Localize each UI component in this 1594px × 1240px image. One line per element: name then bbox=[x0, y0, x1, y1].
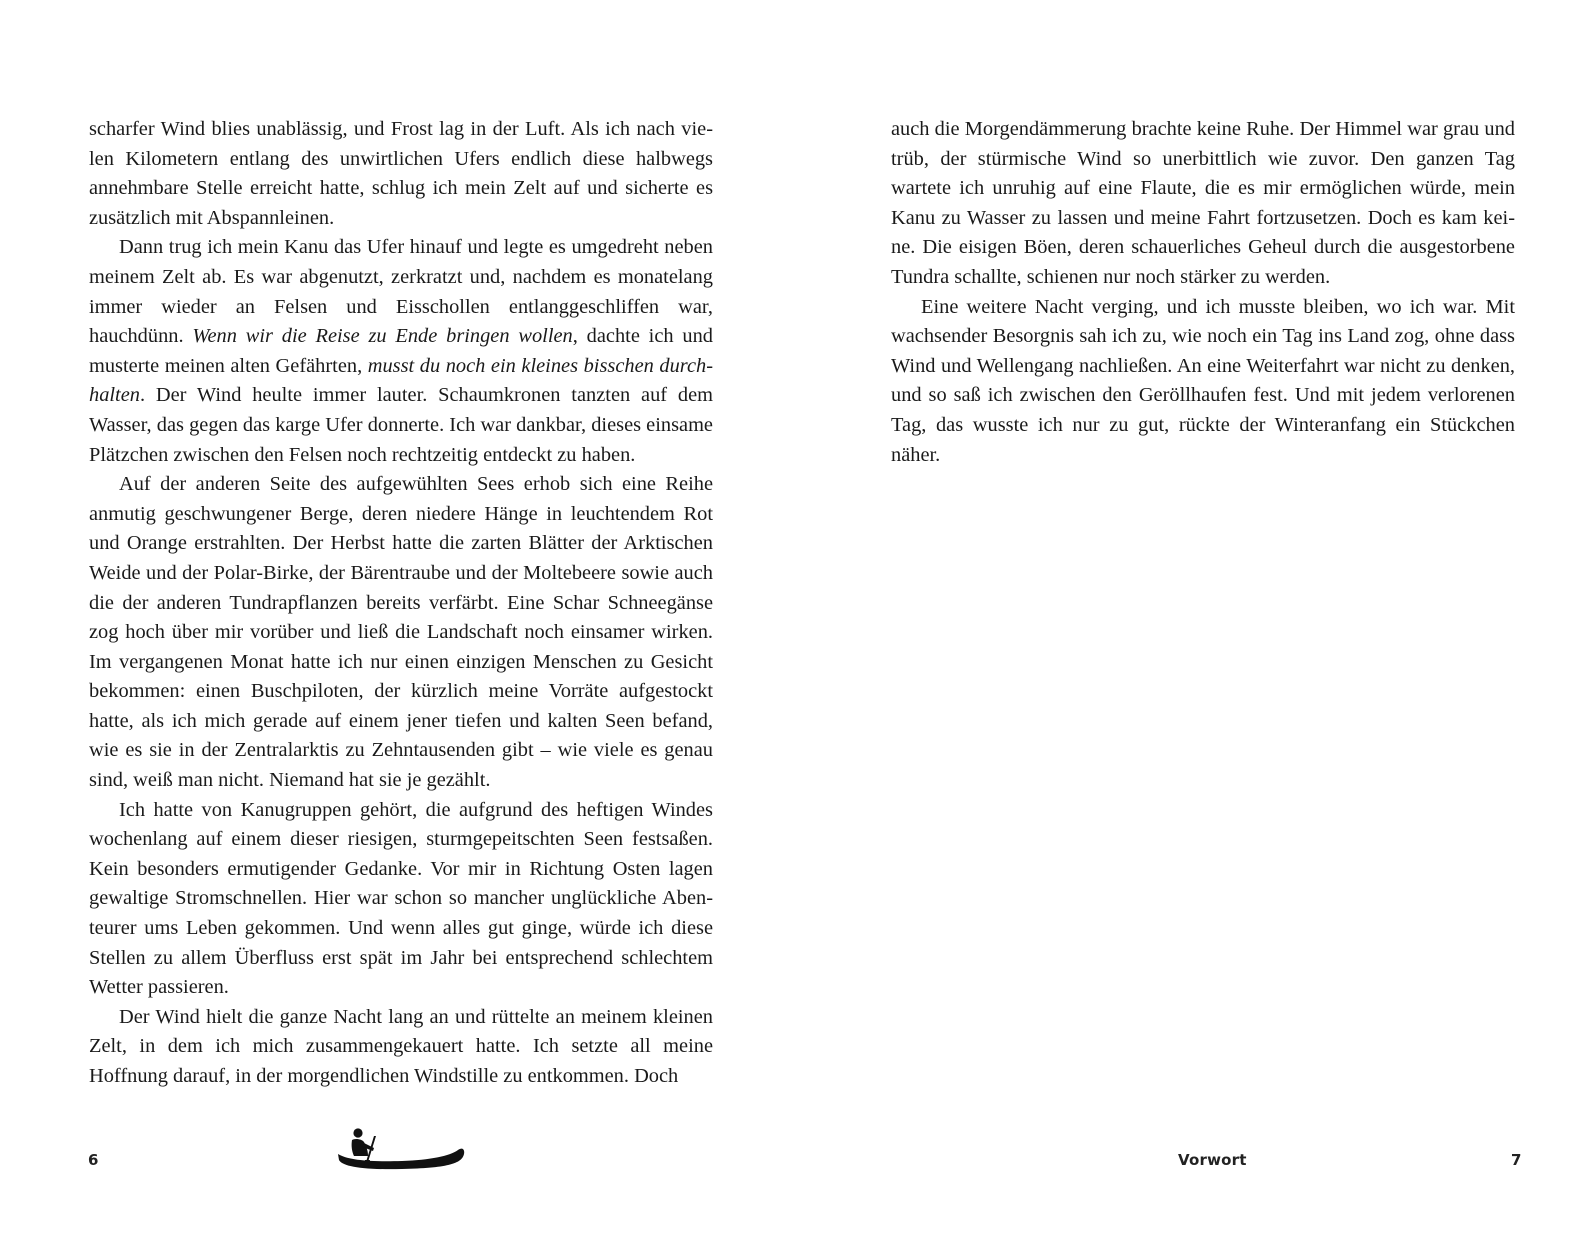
paragraph bbox=[89, 470, 713, 796]
body-text: Ich hatte von Kanugruppen gehört, die aufgrund des heftigen Windes wochenlang auf einem dieser riesigen, sturmgepeitschten Seen festsaßen. Kein besonders ermutigender Gedanke. Vor mir in Richtung Osten lagen gewaltige Stromschnellen. Hier war schon so mancher unglückliche Abenteurer ums Leben gekommen. Und wenn alles gut ginge, würde ich diese Stellen zu allem Überfluss erst spät im Jahr bei entsprechend schlechtem Wetter passieren. bbox=[89, 798, 713, 999]
running-title: Vorwort bbox=[1178, 1151, 1247, 1169]
canoe-paddler-icon bbox=[338, 1128, 466, 1172]
paragraph bbox=[89, 1003, 713, 1092]
body-text: Eine weitere Nacht verging, und ich musste bleiben, wo ich war. Mit wachsender Besorgnis sah ich zu, wie noch ein Tag ins Land zog, ohne dass Wind und Wellengang nachließen. An eine Weiterfahrt war nicht zu denken, und so saß ich zwischen den Geröllhaufen fest. Und mit jedem verlorenen Tag, das wusste ich nur zu gut, rückte der Winteranfang ein Stückchen näher. bbox=[891, 295, 1515, 466]
body-text: Auf der anderen Seite des aufgewühlten Sees erhob sich eine Reihe anmutig geschwungener Berge, deren niedere Hänge in leuchtendem Rot und Orange erstrahlten. Der Herbst hatte die zarten Blätter der Arktischen Weide und der Polar-Birke, der Bärentraube und der Moltebeere sowie auch die der anderen Tundrapflanzen bereits verfärbt. Eine Schar Schneegänse zog hoch über mir vorüber und ließ die Landschaft noch einsamer wirken. Im vergangenen Monat hatte ich nur einen einzigen Menschen zu Gesicht bekommen: einen Buschpiloten, der kürzlich meine Vorräte aufgestockt hatte, als ich mich gerade auf einem jener tiefen und kalten Seen befand, wie es sie in der Zentralarktis zu Zehntausenden gibt – wie viele es genau sind, weiß man nicht. Niemand hat sie je gezählt. bbox=[89, 473, 713, 792]
paragraph bbox=[891, 293, 1515, 471]
body-text: auch die Morgendämmerung brachte keine Ruhe. Der Himmel war grau und trüb, der stürmische Wind so unerbittlich wie zuvor. Den ganzen Tag wartete ich unruhig auf eine Flaute, die es mir ermöglichen würde, mein Kanu zu Wasser zu lassen und meine Fahrt fortzusetzen. Doch es kam keine. Die eisigen Böen, deren schauerliches Geheul durch die ausgestorbene Tundra schallte, schienen nur noch stärker zu werden. bbox=[891, 118, 1515, 288]
body-text: Der Wind hielt die ganze Nacht lang an und rüttelte an meinem kleinen Zelt, in dem ich mich zusammengekauert hatte. Ich setzte all meine Hoffnung darauf, in der morgendlichen Windstille zu entkommen. Doch bbox=[89, 1005, 713, 1087]
paragraph bbox=[89, 115, 713, 233]
paragraph bbox=[891, 115, 1515, 293]
right-text-block bbox=[891, 115, 1515, 470]
body-text: , dachte ich und musterte meinen alten Gefährten, bbox=[89, 325, 713, 377]
right-page bbox=[797, 0, 1594, 1240]
body-text: . Der Wind heulte immer lauter. Schaumkronen tanzten auf dem Wasser, das gegen das karge Ufer donnerte. Ich war dankbar, dieses einsame Plätzchen zwischen den Felsen noch rechtzeitig entdeckt zu haben. bbox=[89, 384, 713, 466]
body-text: Dann trug ich mein Kanu das Ufer hinauf und legte es umgedreht neben meinem Zelt ab. Es war abgenutzt, zerkratzt und, nachdem es monatelang immer wieder an Felsen und Eisschollen entlanggeschliffen war, hauchdünn. bbox=[89, 236, 713, 348]
italic-text: musst du noch ein kleines bisschen durchhalten bbox=[89, 354, 713, 407]
italic-text: Wenn wir die Reise zu Ende bringen wollen bbox=[192, 325, 573, 348]
paragraph bbox=[89, 796, 713, 1003]
page-number-left: 6 bbox=[88, 1151, 99, 1169]
page-number-right: 7 bbox=[1511, 1151, 1522, 1169]
body-text: scharfer Wind blies unablässig, und Frost lag in der Luft. Als ich nach vielen Kilometern entlang des unwirtlichen Ufers endlich diese halbwegs annehmbare Stelle erreicht hatte, schlug ich mein Zelt auf und sicherte es zusätzlich mit Abspannleinen. bbox=[89, 118, 713, 229]
left-text-block bbox=[89, 115, 713, 1092]
paragraph bbox=[89, 233, 713, 470]
